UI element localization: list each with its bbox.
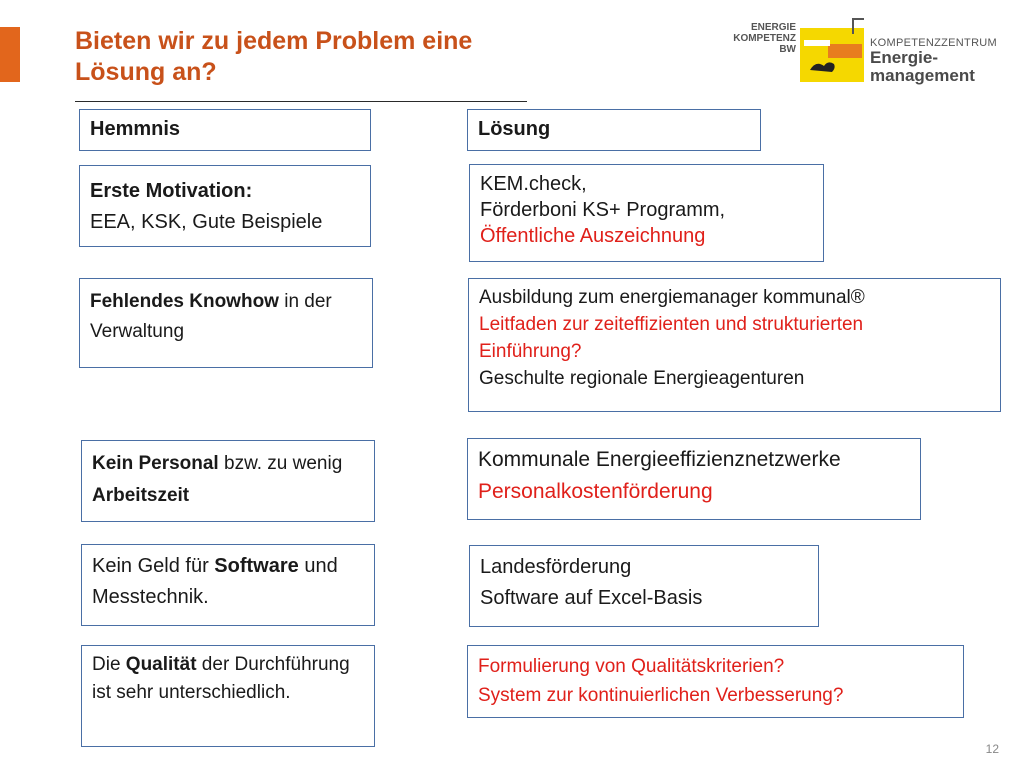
logo-right-text: KOMPETENZZENTRUM Energie- management [870, 37, 998, 85]
header-loesung: Lösung [467, 109, 761, 151]
problem-box-qualitaet: Die Qualität der Durchführung ist sehr unterschiedlich. [81, 645, 375, 747]
solution-box-ausbildung: Ausbildung zum energiemanager kommunal® Leitfaden zur zeiteffizienten und strukturierten Einführung? Geschulte regionale Energieagenturen [468, 278, 1001, 412]
logo-left-text: ENERGIE KOMPETENZ BW [733, 22, 796, 55]
solution-box-qualitaetskriterien: Formulierung von Qualitätskriterien? System zur kontinuierlichen Verbesserung? [467, 645, 964, 718]
title-divider [75, 101, 527, 102]
page-title: Bieten wir zu jedem Problem eine Lösung an? [75, 27, 473, 86]
problem-box-personal: Kein Personal bzw. zu wenig Arbeitszeit [81, 440, 375, 522]
accent-bar [0, 27, 20, 82]
solution-box-kem: KEM.check, Förderboni KS+ Programm, Öffentliche Auszeichnung [469, 164, 824, 262]
page-number: 12 [985, 742, 999, 756]
solution-box-netzwerke: Kommunale Energieeffizienznetzwerke Personalkostenförderung [467, 438, 921, 520]
problem-box-knowhow: Fehlendes Knowhow in der Verwaltung [79, 278, 373, 368]
solution-box-landesfoerderung: Landesförderung Software auf Excel-Basis [469, 545, 819, 627]
header-hemmnis: Hemmnis [79, 109, 371, 151]
problem-box-motivation: Erste Motivation: EEA, KSK, Gute Beispiele [79, 165, 371, 247]
logo-icon [800, 18, 864, 82]
problem-box-software: Kein Geld für Software und Messtechnik. [81, 544, 375, 626]
